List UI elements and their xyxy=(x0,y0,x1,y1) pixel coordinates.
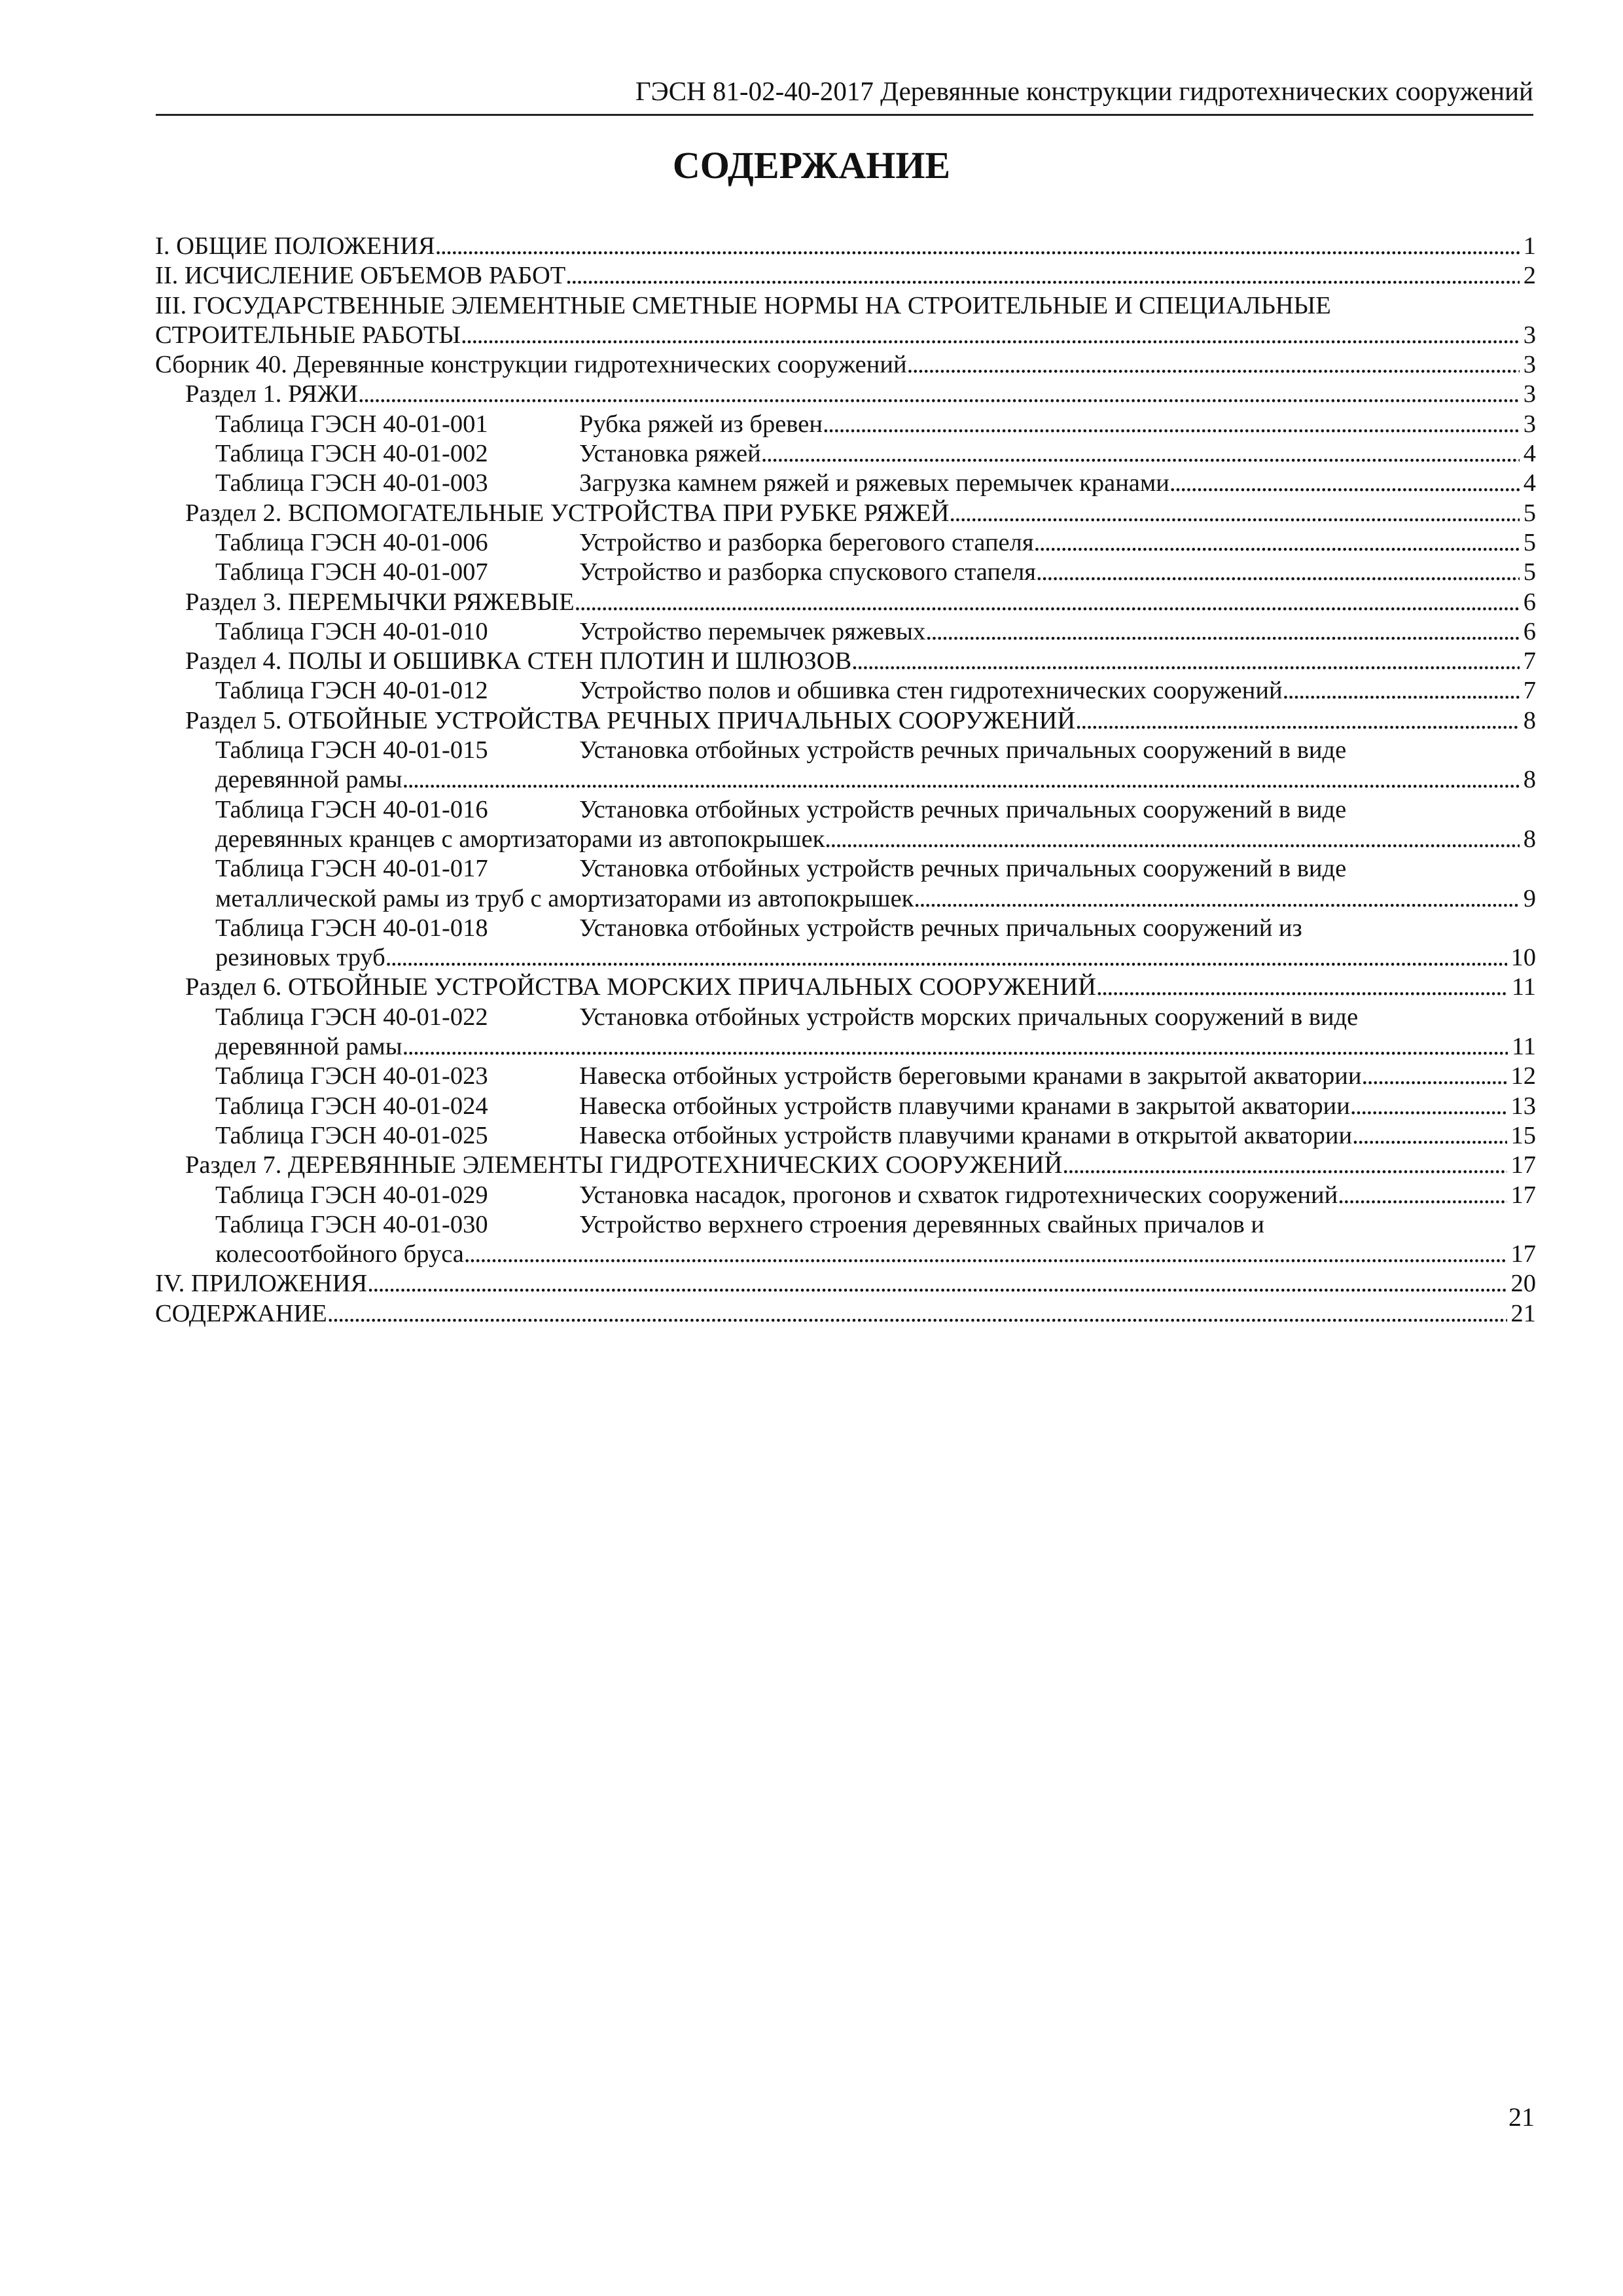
toc-entry-page: 8 xyxy=(1523,825,1536,853)
dot-leader xyxy=(907,350,1520,380)
toc-entry-code: Таблица ГЭСН 40-01-024 xyxy=(215,1092,488,1120)
toc-entry-page: 1 xyxy=(1523,232,1536,260)
toc-entry-page: 11 xyxy=(1511,1033,1536,1061)
toc-entry-page: 17 xyxy=(1510,1240,1536,1268)
toc-entry-title: Установка ряжей xyxy=(579,440,761,468)
toc-entry-title-start: Установка отбойных устройств речных причальных сооружений в виде xyxy=(579,855,1347,883)
toc-entry[interactable] xyxy=(155,1210,1536,1270)
toc-entry-code: Таблица ГЭСН 40-01-030 xyxy=(215,1210,488,1238)
toc-entry-page: 5 xyxy=(1523,499,1536,527)
toc-entry-title: Устройство и разборка берегового стапеля xyxy=(579,528,1034,556)
toc-entry-page: 15 xyxy=(1510,1121,1536,1149)
toc-entry-code: Таблица ГЭСН 40-01-002 xyxy=(215,440,488,468)
toc-entry-title-end: СТРОИТЕЛЬНЫЕ РАБОТЫ xyxy=(155,321,461,349)
dot-leader xyxy=(1036,558,1520,587)
toc-entry[interactable] xyxy=(155,617,1536,647)
dot-leader xyxy=(461,321,1520,350)
toc-entry-page: 17 xyxy=(1510,1151,1536,1179)
dot-leader xyxy=(464,1240,1507,1269)
toc-entry-page: 7 xyxy=(1523,647,1536,675)
dot-leader xyxy=(367,1269,1507,1299)
toc-entry-title: Устройство и разборка спускового стапеля xyxy=(579,558,1037,586)
toc-entry[interactable] xyxy=(155,854,1536,914)
dot-leader xyxy=(851,647,1520,676)
toc-entry-title: Раздел 1. РЯЖИ xyxy=(185,380,358,408)
dot-leader xyxy=(435,232,1520,261)
toc-entry[interactable] xyxy=(155,676,1536,706)
toc-entry-title: Раздел 2. ВСПОМОГАТЕЛЬНЫЕ УСТРОЙСТВА ПРИ РУБКЕ РЯЖЕЙ xyxy=(185,499,950,527)
toc-entry-page: 3 xyxy=(1523,410,1536,438)
toc-entry[interactable] xyxy=(155,1269,1536,1299)
toc-entry-code: Таблица ГЭСН 40-01-022 xyxy=(215,1003,488,1031)
toc-entry[interactable] xyxy=(155,588,1536,617)
toc-entry-page: 12 xyxy=(1510,1062,1536,1090)
dot-leader xyxy=(1361,1062,1507,1091)
toc-entry-code: Таблица ГЭСН 40-01-006 xyxy=(215,528,488,556)
toc-entry-title: Раздел 3. ПЕРЕМЫЧКИ РЯЖЕВЫЕ xyxy=(185,588,575,616)
toc-entry[interactable] xyxy=(155,439,1536,469)
toc-entry-title: Навеска отбойных устройств плавучими кранами в закрытой акватории xyxy=(579,1092,1350,1120)
toc-entry-code: Таблица ГЭСН 40-01-017 xyxy=(215,855,488,883)
toc-entry-page: 3 xyxy=(1523,321,1536,349)
dot-leader xyxy=(925,617,1519,647)
dot-leader xyxy=(575,588,1520,617)
toc-entry-title-end: колесоотбойного бруса xyxy=(215,1240,464,1268)
toc-entry-code: Таблица ГЭСН 40-01-012 xyxy=(215,677,488,705)
toc-entry[interactable] xyxy=(155,380,1536,409)
toc-entry-title: Устройство полов и обшивка стен гидротехнических сооружений xyxy=(579,677,1283,705)
toc-entry-page: 4 xyxy=(1523,440,1536,468)
toc-entry-title-start: Установка отбойных устройств морских причальных сооружений в виде xyxy=(579,1003,1359,1031)
dot-leader xyxy=(949,499,1519,528)
toc-entry[interactable] xyxy=(155,1151,1536,1180)
toc-entry-page: 2 xyxy=(1523,262,1536,290)
toc-entry-title: Раздел 7. ДЕРЕВЯННЫЕ ЭЛЕМЕНТЫ ГИДРОТЕХНИЧЕСКИХ СООРУЖЕНИЙ xyxy=(185,1151,1063,1179)
toc-entry-page: 21 xyxy=(1510,1299,1536,1327)
dot-leader xyxy=(761,439,1520,469)
toc-entry[interactable] xyxy=(155,973,1536,1002)
toc-entry[interactable] xyxy=(155,410,1536,439)
toc-entry-title-end: деревянных кранцев с амортизаторами из автопокрышек xyxy=(215,825,825,853)
dot-leader xyxy=(1350,1092,1507,1121)
dot-leader xyxy=(1034,528,1520,558)
toc-entry-title: I. ОБЩИЕ ПОЛОЖЕНИЯ xyxy=(155,232,435,260)
toc-entry-title-end: металлической рамы из труб с амортизаторами из автопокрышек xyxy=(215,884,914,912)
dot-leader xyxy=(1338,1181,1507,1210)
toc-entry-page: 4 xyxy=(1523,469,1536,497)
toc-entry[interactable] xyxy=(155,1121,1536,1151)
toc-entry-title: Рубка ряжей из бревен xyxy=(579,410,823,438)
dot-leader xyxy=(1352,1121,1507,1151)
dot-leader xyxy=(385,943,1507,973)
toc-entry-title: Навеска отбойных устройств береговыми кранами в закрытой акватории xyxy=(579,1062,1362,1090)
dot-leader xyxy=(565,261,1519,291)
toc-entry[interactable] xyxy=(155,528,1536,558)
toc-entry-page: 5 xyxy=(1523,558,1536,586)
toc-entry-page: 3 xyxy=(1523,351,1536,379)
toc-entry-page: 13 xyxy=(1510,1092,1536,1120)
toc-entry-page: 17 xyxy=(1510,1181,1536,1209)
toc-entry-page: 5 xyxy=(1523,528,1536,556)
running-header-title: ГЭСН 81-02-40-2017 Деревянные конструкции гидротехнических сооружений xyxy=(635,76,1533,106)
dot-leader xyxy=(914,884,1519,914)
toc-entry[interactable] xyxy=(155,232,1536,261)
toc-entry-title-start: Установка отбойных устройств речных причальных сооружений из xyxy=(579,914,1302,942)
toc-entry-title: II. ИСЧИСЛЕНИЕ ОБЪЕМОВ РАБОТ xyxy=(155,262,566,290)
page-number: 21 xyxy=(1508,2102,1535,2132)
toc-entry[interactable] xyxy=(155,469,1536,498)
toc-entry-page: 6 xyxy=(1523,617,1536,645)
dot-leader xyxy=(825,825,1519,854)
toc-entry-title-end: деревянной рамы xyxy=(215,766,402,794)
toc-entry[interactable] xyxy=(155,1092,1536,1121)
toc-entry[interactable] xyxy=(155,647,1536,676)
toc-entry-page: 7 xyxy=(1523,677,1536,705)
toc-entry-title-start: Устройство верхнего строения деревянных свайных причалов и xyxy=(579,1210,1265,1238)
dot-leader xyxy=(402,765,1520,795)
toc-entry-title: Навеска отбойных устройств плавучими кранами в открытой акватории xyxy=(579,1121,1353,1149)
dot-leader xyxy=(1075,706,1520,736)
toc-entry[interactable] xyxy=(155,261,1536,291)
toc-entry-code: Таблица ГЭСН 40-01-023 xyxy=(215,1062,488,1090)
toc-entry[interactable] xyxy=(155,499,1536,528)
page-title: СОДЕРЖАНИЕ xyxy=(672,144,951,187)
toc-entry-title: Установка насадок, прогонов и схваток гидротехнических сооружений xyxy=(579,1181,1338,1209)
toc-entry-code: Таблица ГЭСН 40-01-016 xyxy=(215,795,488,823)
toc-entry-code: Таблица ГЭСН 40-01-007 xyxy=(215,558,488,586)
dot-leader xyxy=(327,1299,1507,1329)
dot-leader xyxy=(402,1032,1508,1062)
running-header xyxy=(156,73,1533,116)
toc-entry[interactable] xyxy=(155,736,1536,795)
toc-entry-page: 8 xyxy=(1523,766,1536,794)
toc-entry-code: Таблица ГЭСН 40-01-025 xyxy=(215,1121,488,1149)
toc-entry-page: 20 xyxy=(1510,1270,1536,1298)
toc-entry-title-start: Установка отбойных устройств речных причальных сооружений в виде xyxy=(579,736,1347,764)
toc-entry-title: Раздел 6. ОТБОЙНЫЕ УСТРОЙСТВА МОРСКИХ ПРИЧАЛЬНЫХ СООРУЖЕНИЙ xyxy=(185,973,1096,1001)
toc-entry-page: 9 xyxy=(1523,884,1536,912)
toc-entry-page: 6 xyxy=(1523,588,1536,616)
toc-entry-code: Таблица ГЭСН 40-01-018 xyxy=(215,914,488,942)
toc-entry-title: Сборник 40. Деревянные конструкции гидротехнических сооружений xyxy=(155,351,907,379)
toc-entry-page: 11 xyxy=(1511,973,1536,1001)
dot-leader xyxy=(1283,676,1520,706)
table-of-contents xyxy=(155,232,1536,1329)
toc-entry-title-end: резиновых труб xyxy=(215,944,385,972)
toc-entry-title: Раздел 4. ПОЛЫ И ОБШИВКА СТЕН ПЛОТИН И ШЛЮЗОВ xyxy=(185,647,852,675)
dot-leader xyxy=(1169,469,1520,498)
toc-entry-title: Раздел 5. ОТБОЙНЫЕ УСТРОЙСТВА РЕЧНЫХ ПРИЧАЛЬНЫХ СООРУЖЕНИЙ xyxy=(185,706,1076,734)
toc-entry-code: Таблица ГЭСН 40-01-010 xyxy=(215,617,488,645)
toc-entry-page: 3 xyxy=(1523,380,1536,408)
toc-entry-title: Загрузка камнем ряжей и ряжевых перемычек кранами xyxy=(579,469,1169,497)
toc-entry[interactable] xyxy=(155,1062,1536,1091)
toc-entry[interactable] xyxy=(155,558,1536,587)
toc-entry-title-end: деревянной рамы xyxy=(215,1033,402,1061)
toc-entry-code: Таблица ГЭСН 40-01-029 xyxy=(215,1181,488,1209)
toc-entry-code: Таблица ГЭСН 40-01-001 xyxy=(215,410,488,438)
dot-leader xyxy=(1096,973,1508,1002)
toc-entry-title: Устройство перемычек ряжевых xyxy=(579,617,926,645)
toc-entry-code: Таблица ГЭСН 40-01-003 xyxy=(215,469,488,497)
toc-entry[interactable] xyxy=(155,1003,1536,1062)
dot-leader xyxy=(823,410,1520,439)
toc-entry[interactable] xyxy=(155,914,1536,973)
toc-entry[interactable] xyxy=(155,350,1536,380)
toc-entry[interactable] xyxy=(155,1299,1536,1329)
toc-entry-title: СОДЕРЖАНИЕ xyxy=(155,1299,327,1327)
dot-leader xyxy=(358,380,1520,409)
toc-entry[interactable] xyxy=(155,1181,1536,1210)
toc-entry-page: 10 xyxy=(1510,944,1536,972)
toc-entry-title-start: III. ГОСУДАРСТВЕННЫЕ ЭЛЕМЕНТНЫЕ СМЕТНЫЕ НОРМЫ НА СТРОИТЕЛЬНЫЕ И СПЕЦИАЛЬНЫЕ xyxy=(155,291,1331,319)
toc-entry[interactable] xyxy=(155,291,1536,351)
toc-entry-title-start: Установка отбойных устройств речных причальных сооружений в виде xyxy=(579,795,1347,823)
toc-entry[interactable] xyxy=(155,795,1536,855)
dot-leader xyxy=(1062,1151,1507,1180)
toc-entry-code: Таблица ГЭСН 40-01-015 xyxy=(215,736,488,764)
toc-entry-title: IV. ПРИЛОЖЕНИЯ xyxy=(155,1270,368,1298)
toc-entry-page: 8 xyxy=(1523,706,1536,734)
toc-entry[interactable] xyxy=(155,706,1536,736)
